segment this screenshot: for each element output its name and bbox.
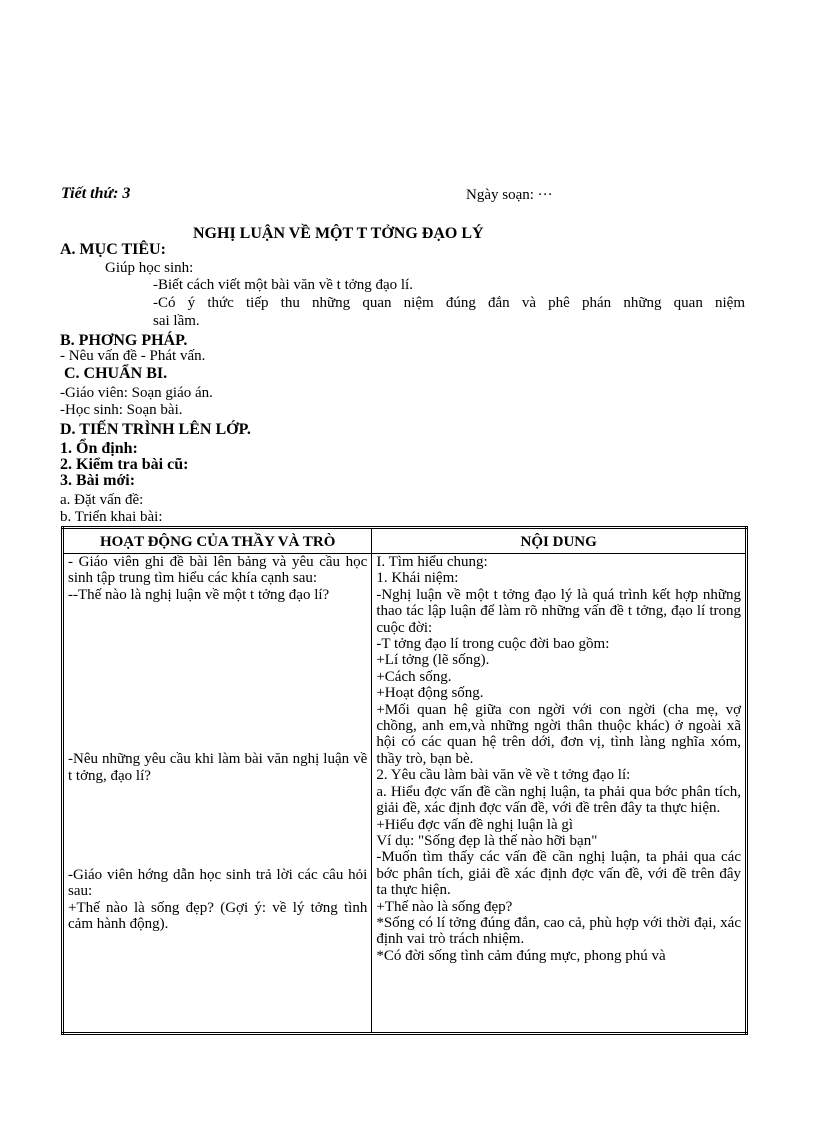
table-row — [63, 554, 747, 1034]
content-line: +Cách sống. — [376, 668, 452, 685]
activity-text: -Nêu những yêu cầu khi làm bài văn nghị luận về t tởng, đạo lí? — [68, 751, 368, 784]
section-a-intro: Giúp học sinh: — [105, 260, 194, 276]
lesson-number: Tiết thứ: 3 — [61, 185, 131, 202]
section-a-heading: A. MỤC TIÊU: — [60, 241, 166, 258]
content-line: 2. Yêu cầu làm bài văn về về t tởng đạo lí: — [376, 767, 631, 784]
content-cell — [372, 554, 747, 1034]
section-d-heading: D. TIẾN TRÌNH LÊN LỚP. — [60, 421, 251, 438]
section-c-heading: C. CHUẨN BI. — [64, 365, 168, 382]
content-line: Ví dụ: "Sống đẹp là thế nào hỡi bạn" — [376, 832, 598, 849]
sub-step: a. Đặt vấn đề: — [60, 492, 144, 508]
activity-cell — [63, 554, 372, 1034]
content-line: +Lí tởng (lẽ sống). — [376, 652, 490, 669]
content-column-header: NỘI DUNG — [372, 528, 747, 554]
section-b-line: - Nêu vấn đề - Phát vấn. — [60, 348, 206, 364]
content-line: -Muốn tìm thấy các vấn đề cần nghị luận, ta phải qua các bớc phân tích, giải đề xác định đợc vấn đề, với đề trên đây ta thực hiện. — [376, 849, 741, 899]
content-line: *Sống có lí tởng đúng đắn, cao cả, phù hợp với thời đại, xác định vai trò trách nhiệm. — [376, 914, 741, 948]
section-c-line: -Học sinh: Soạn bài. — [60, 402, 183, 418]
lesson-table — [61, 526, 748, 1035]
table-header-row — [63, 528, 747, 554]
activity-text: -Giáo viên hớng dẫn học sinh trả lời các câu hỏi sau: — [68, 867, 368, 900]
section-b-heading: B. PHƠNG PHÁP. — [60, 332, 188, 349]
preparation-date: Ngày soạn: ··· — [466, 187, 553, 203]
content-line: -Nghị luận về một t tởng đạo lý là quá trình kết hợp những thao tác lập luận để làm rõ những vấn đề t tởng, đạo lí trong cuộc đời: — [376, 586, 741, 636]
content-line: a. Hiểu đợc vấn đề cần nghị luận, ta phải qua bớc phân tích, giải đề, xác định đợc vấn đề, với đề trên đây ta thực hiện. — [376, 783, 741, 817]
content-line: +Hoạt động sống. — [376, 685, 484, 702]
content-line: +Thế nào là sống đẹp? — [376, 898, 513, 915]
content-line: 1. Khái niệm: — [376, 570, 459, 587]
objective-item: sai lầm. — [153, 313, 200, 329]
section-c-line: -Giáo viên: Soạn giáo án. — [60, 385, 213, 401]
objective-item: -Biết cách viết một bài văn về t tởng đạo lí. — [153, 277, 413, 293]
activity-text: --Thế nào là nghị luận về một t tởng đạo lí? — [68, 586, 330, 603]
activity-column-header: HOẠT ĐỘNG CỦA THẦY VÀ TRÒ — [63, 528, 372, 554]
content-line: I. Tìm hiểu chung: — [376, 554, 488, 570]
content-line: -T tởng đạo lí trong cuộc đời bao gồm: — [376, 636, 610, 653]
activity-text: - Giáo viên ghi đề bài lên bảng và yêu cầu học sinh tập trung tìm hiểu các khía cạnh sau: — [68, 554, 368, 587]
page-title: NGHỊ LUẬN VỀ MỘT T TỞNG ĐẠO LÝ — [193, 225, 484, 242]
objective-item: -Có ý thức tiếp thu những quan niệm đúng đắn và phê phán những quan niệm — [153, 295, 745, 311]
content-line: +Hiểu đợc vấn đề nghị luận là gì — [376, 816, 574, 833]
step-item: 2. Kiểm tra bài cũ: — [60, 456, 189, 473]
step-item: 1. Ổn định: — [60, 440, 138, 457]
sub-step: b. Triển khai bài: — [60, 509, 163, 525]
content-line: *Có đời sống tình cảm đúng mực, phong phú và — [376, 947, 666, 964]
content-line: +Mối quan hệ giữa con ngời với con ngời (cha mẹ, vợ chồng, anh em,và những ngời thân thuộc khác) ở ngoài xã hội có các quan hệ trên dới, đơn vị, tình làng nghĩa xóm, thầy trò, bạn bè. — [376, 701, 741, 767]
activity-text: +Thế nào là sống đẹp? (Gợi ý: về lý tởng tình cảm hành động). — [68, 899, 368, 933]
step-item: 3. Bài mới: — [60, 472, 136, 489]
